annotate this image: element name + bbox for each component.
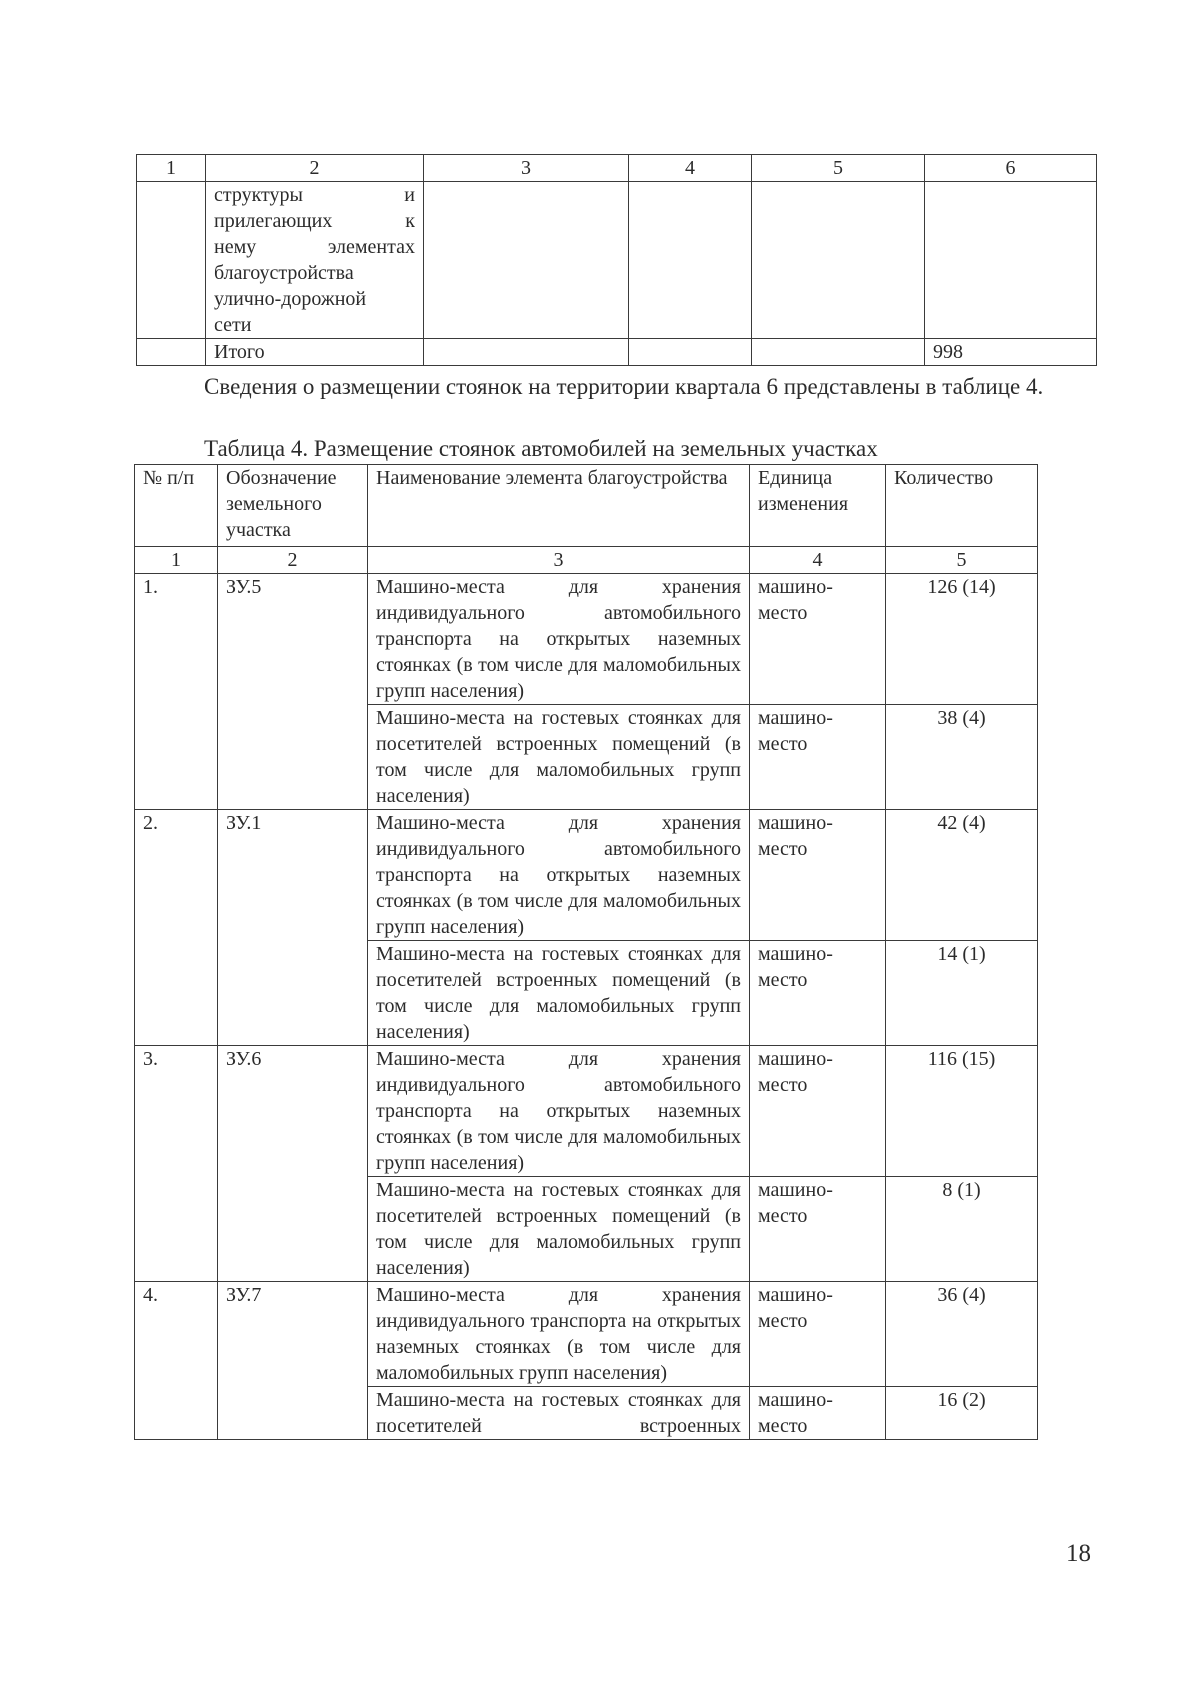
row-number: 1. [135, 574, 218, 810]
col-number: 1 [135, 547, 218, 574]
header-unit: Единица изменения [750, 465, 886, 547]
table-row [135, 810, 1038, 941]
unit: машино-место [750, 1282, 886, 1387]
col-number: 3 [368, 547, 750, 574]
row-number: 3. [135, 1046, 218, 1282]
header-element: Наименование элемента благоустройства [368, 465, 750, 547]
prev-col-number: 2 [206, 155, 424, 182]
element-description: Машино-места на гостевых стоянках для посетителей встроенных помещений (в том числе для маломобильных групп населения) [368, 705, 750, 810]
table-row [135, 1282, 1038, 1387]
prev-table-total-row [137, 339, 1097, 366]
quantity: 38 (4) [886, 705, 1038, 810]
plot-id: ЗУ.7 [218, 1282, 368, 1440]
table-row [135, 574, 1038, 705]
total-value: 998 [925, 339, 1097, 366]
unit: машино-место [750, 810, 886, 941]
unit: машино-место [750, 705, 886, 810]
page-number: 18 [1066, 1540, 1091, 1567]
quantity: 42 (4) [886, 810, 1038, 941]
element-description: Машино-места для хранения индивидуального автомобильного транспорта на открытых наземных стоянках (в том числе для маломобильных групп населения) [368, 1046, 750, 1177]
unit: машино-место [750, 574, 886, 705]
prev-col-number: 3 [424, 155, 629, 182]
col-number: 2 [218, 547, 368, 574]
element-description: Машино-места на гостевых стоянках для посетителей встроенных [368, 1387, 750, 1440]
row-number: 4. [135, 1282, 218, 1440]
unit: машино-место [750, 941, 886, 1046]
quantity: 126 (14) [886, 574, 1038, 705]
header-num: № п/п [135, 465, 218, 547]
table-header-row [135, 465, 1038, 547]
element-description: Машино-места для хранения индивидуального автомобильного транспорта на открытых наземных стоянках (в том числе для маломобильных групп населения) [368, 810, 750, 941]
element-description: Машино-места на гостевых стоянках для посетителей встроенных помещений (в том числе для маломобильных групп населения) [368, 1177, 750, 1282]
element-description: Машино-места для хранения индивидуального автомобильного транспорта на открытых наземных стоянках (в том числе для маломобильных групп населения) [368, 574, 750, 705]
prev-col-number: 4 [629, 155, 752, 182]
col-number: 4 [750, 547, 886, 574]
prev-col-number: 1 [137, 155, 206, 182]
element-description: Машино-места для хранения индивидуального транспорта на открытых наземных стоянках (в том числе для маломобильных групп населения) [368, 1282, 750, 1387]
body-paragraph: Сведения о размещении стоянок на территории квартала 6 представлены в таблице 4. [204, 374, 1044, 399]
plot-id: ЗУ.5 [218, 574, 368, 810]
header-plot: Обозначение земельного участка [218, 465, 368, 547]
plot-id: ЗУ.1 [218, 810, 368, 1046]
parking-table [134, 464, 1038, 1440]
table-caption: Таблица 4. Размещение стоянок автомобилей на земельных участках [204, 436, 878, 461]
quantity: 36 (4) [886, 1282, 1038, 1387]
quantity: 16 (2) [886, 1387, 1038, 1440]
unit: машино-место [750, 1387, 886, 1440]
prev-table-header-row [137, 155, 1097, 182]
prev-continuation-text: структуры и прилегающих к нему элементах благоустройства улично-дорожной сети [206, 182, 424, 339]
prev-table-continuation-row [137, 182, 1097, 339]
quantity: 116 (15) [886, 1046, 1038, 1177]
quantity: 8 (1) [886, 1177, 1038, 1282]
prev-col-number: 5 [752, 155, 925, 182]
header-qty: Количество [886, 465, 1038, 547]
previous-table-continuation [136, 154, 1097, 366]
unit: машино-место [750, 1046, 886, 1177]
unit: машино-место [750, 1177, 886, 1282]
row-number: 2. [135, 810, 218, 1046]
table-row [135, 1046, 1038, 1177]
col-number: 5 [886, 547, 1038, 574]
total-label: Итого [206, 339, 424, 366]
plot-id: ЗУ.6 [218, 1046, 368, 1282]
column-numbers-row [135, 547, 1038, 574]
element-description: Машино-места на гостевых стоянках для посетителей встроенных помещений (в том числе для маломобильных групп населения) [368, 941, 750, 1046]
quantity: 14 (1) [886, 941, 1038, 1046]
prev-col-number: 6 [925, 155, 1097, 182]
